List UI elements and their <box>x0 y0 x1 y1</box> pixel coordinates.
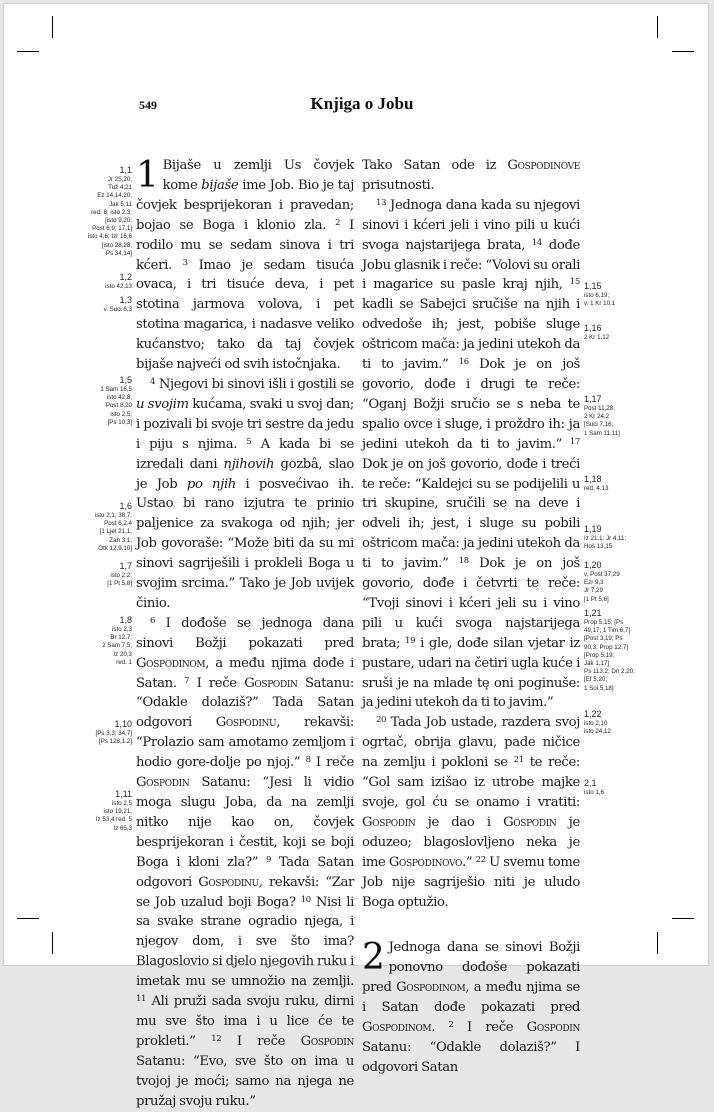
reference-line: Otk 12,9.10] <box>98 544 132 552</box>
reference-verse: 1,3 <box>119 295 132 305</box>
reference-line: v. 1 Kr 10,1 <box>584 300 616 308</box>
paragraph: $^6$ I dođoše se jednoga dana sinovi Božji pokazati pred Gospodinom, a među njima dođe i Satan. $^7$ I reče Gospodin Satanu: “Odakle dolaziš?” Tada Satan odgovori Gospodinu, rekavši: “Prolazio sam amotamo zemljom i hodio gore-dolje po njoj.” $^8$ I reče Gospodin Satanu: “Jesi li vidio moga slugu Joba, da na zemlji nitko nije kao on, čovjek besprijekoran i čestit, koji se boji Boga i kloni zla?” $^9$ Tada Satan odgovori Gospodinu, rekavši: “Zar se Job uzalud boji Boga? $^{10}$ Nisi li sa svake strane ogradio njega, i njegov dom, i sve što ima? Blagoslovio si djelo njegovih ruku i imetak mu se umnožio na zemlji. $^{11}$ Ali pruži sada svoju ruku, dirni mu sve što ima i u lice će te prokleti.” $^{12}$ I reče Gospodin Satanu: “Evo, sve što on ima u tvojoj je moći; samo na njega ne pružaj svoju ruku.” <box>136 615 355 1109</box>
reference-verse: 1,17 <box>584 394 602 404</box>
reference-line: [Ef 5,20; <box>584 676 608 684</box>
verse-number: 21 <box>513 755 524 766</box>
crop-mark-bottom-left-horizontal <box>17 918 39 919</box>
reference-line: Zah 3,1; <box>109 536 132 544</box>
verse-number: 3 <box>182 257 188 268</box>
reference-line: Prop 5,15; [Ps <box>584 619 624 626</box>
paragraph: $^{20}$ Tada Job ustade, razdera svoj ogrtač, obrija glavu, pade ničice na zemlju i pokloni se $^{21}$ te reče: “Gol sam izišao iz utrobe majke svoje, gol ću se onamo i vratiti: Gospodin je dao i Gospodin je oduzeo; blagoslovljeno neka je ime Gospodinovo.” $^{22}$ U svemu tome Job nije sagriješio niti je uludo Boga optužio. <box>362 715 580 910</box>
cross-reference <box>72 561 132 588</box>
crop-mark-bottom-right-horizontal <box>672 918 694 919</box>
reference-line: Ezr 9,3 <box>584 579 604 587</box>
reference-line: Post 6,9; 17,1] <box>92 225 132 233</box>
verse-number: 19 <box>405 635 416 646</box>
reference-verse: 1,16 <box>584 323 602 333</box>
reference-line: [Ps 128,1.2] <box>98 738 132 746</box>
book-page <box>3 3 709 1109</box>
reference-line: Iz 20,3 <box>113 650 132 658</box>
reference-line: isto 2,5 <box>112 800 132 807</box>
cross-reference <box>584 778 654 797</box>
cross-reference <box>72 719 132 746</box>
reference-line: [isto 28,28; <box>101 241 132 249</box>
cross-reference <box>72 615 132 667</box>
cross-reference <box>72 501 132 553</box>
cross-reference <box>584 281 654 308</box>
reference-verse: 1,19 <box>584 524 602 534</box>
reference-line: isto 42,8; <box>106 394 132 402</box>
verse-number: 6 <box>150 615 156 626</box>
reference-line: red. 4.13 <box>584 485 609 492</box>
reference-line: 2 Kr 24,2 <box>584 413 610 421</box>
chapter-gap <box>362 912 580 925</box>
reference-line: Post 8,20 <box>105 402 132 410</box>
reference-line: [Post 3,19; Ps <box>584 635 623 643</box>
right-text-column <box>362 156 580 1078</box>
paragraph: $^{13}$ Jednoga dana kada su njegovi sinovi i kćeri jeli i vino pili u kući svoga najstarijega brata, $^{14}$ dođe Jobu glasnik i reče: “Volovi su orali i magarice su pasle kraj njih, $^{15}$ kadli se Sabejci sručiše na njih i odvedoše ih; jest, pobiše sluge oštricom mača: ja jedini utekoh da ti to javim.” $^{16}$ Dok je on još govorio, dođe i drugi te reče: “Oganj Božji sručio se s neba te spalio ovce i sluge, i proždro ih: ja jedini utekoh da ti to javim.” $^{17}$ Dok je on još govorio, dođe i treći te reče: “Kaldejci su se podijelili u tri skupine, sručili se na deve i odveli ih; jest, i sluge su pobili oštricom mača: ja jedini utekoh da ti to javim.” $^{18}$ Dok je on još govorio, dođe i četvrti te reče: “Tvoji sinovi i kćeri jeli su i vino pili u kući svoga najstarijega brata; $^{19}$ i gle, dođe silan vjetar iz pustare, udari na četiri ugla kuće i sruši je na mlade tę oni poginuše: ja jedini utekoh da ti to javim.” <box>362 197 580 711</box>
reference-verse: 1,7 <box>119 561 132 571</box>
reference-line: Iz 21,1; Jr 4,11; <box>584 535 627 542</box>
verse-number: 7 <box>184 675 190 686</box>
reference-line: Jr 7,29 <box>584 587 603 595</box>
reference-line: isto 24,12 <box>584 728 611 736</box>
paragraph: $^4$ Njegovi bi sinovi išli i gostili se u svojim kućama, svaki u svoj dan; i pozivali bi svoje tri sestre da jedu i piju s njima. $^5$ A kada bi se izredali dani njihovih gozbâ, slao je Job po njih i posvećivao ih. Ustao bi rano izjutra te prinio paljenice za svakoga od njih; jer Job govoraše: “Može biti da su mi sinovi sagriješili i prokleli Boga u svojim srcima.” Tako je Job uvijek činio. <box>136 376 354 611</box>
verse-number: 8 <box>305 755 311 766</box>
cross-reference <box>584 709 654 736</box>
verse-number: 17 <box>569 436 580 447</box>
reference-line: isto 2,2; <box>110 572 132 579</box>
cross-reference <box>584 524 654 551</box>
verse-number: 2 <box>335 217 341 228</box>
reference-verse: 1,1 <box>119 165 132 175</box>
reference-line: isto 6,19; <box>584 292 610 299</box>
reference-line: isto 2,5; <box>110 410 132 418</box>
reference-line: 1 Sam 11,11] <box>584 429 620 437</box>
reference-line: Ez 14,14.20; <box>97 192 132 200</box>
chapter-number: 1 <box>136 155 159 196</box>
cross-reference <box>72 789 132 833</box>
reference-verse: 1,8 <box>119 615 132 625</box>
reference-verse: 1,11 <box>115 789 132 799</box>
reference-verse: 1,5 <box>119 375 132 385</box>
crop-mark-top-right-horizontal <box>672 51 694 52</box>
verse-number: 10 <box>300 894 311 905</box>
verse-number: 16 <box>458 357 469 368</box>
reference-line: isto 2,1; 38,7; <box>94 512 132 519</box>
crop-mark-top-right-vertical <box>657 16 658 38</box>
reference-line: Post 6,2.4 <box>104 520 132 528</box>
reference-verse: 1,2 <box>119 272 132 282</box>
reference-line: isto 4,6; Izr 16,6 <box>87 233 132 241</box>
verse-number: 12 <box>211 1033 222 1044</box>
crop-mark-bottom-right-vertical <box>657 932 658 954</box>
right-margin-references <box>584 4 654 967</box>
verse-number: 5 <box>246 436 252 447</box>
reference-line: [Prop 5,19; <box>584 651 615 659</box>
verse-number: 9 <box>265 854 271 865</box>
verse-number: 18 <box>458 556 469 567</box>
cross-reference <box>584 474 654 493</box>
left-margin-references <box>72 4 132 967</box>
reference-line: isto 2,3 <box>112 626 132 633</box>
reference-verse: 1,20 <box>584 560 602 570</box>
reference-verse: 1,21 <box>584 608 602 618</box>
cross-reference <box>584 323 654 342</box>
verse-number: 4 <box>150 376 156 387</box>
reference-line: red. 1 <box>116 658 132 666</box>
reference-line: isto 1,6 <box>584 789 604 796</box>
reference-line: Ps 113,2; Dn 2,20; <box>584 668 635 676</box>
page-number: 549 <box>139 98 157 112</box>
reference-line: 1 Sol 5,18] <box>584 684 614 692</box>
verse-number: 13 <box>376 197 387 208</box>
reference-line: 2 Kr 1,12 <box>584 334 610 341</box>
reference-line: isto 42,13 <box>105 283 132 290</box>
reference-verse: 2,1 <box>584 778 597 788</box>
reference-line: isto 19,21; <box>103 808 132 816</box>
crop-mark-bottom-left-vertical <box>52 932 53 954</box>
crop-mark-top-left-vertical <box>52 16 53 38</box>
reference-line: Ps 34,14] <box>105 249 132 257</box>
book-title: Knjiga o Jobu <box>310 94 414 113</box>
reference-line: [Ps 10,3] <box>107 418 132 426</box>
reference-line: red. 8; isto 2,3; <box>91 208 132 216</box>
chapter-gap <box>362 925 580 938</box>
verse-number: 14 <box>531 237 542 248</box>
paragraph: 1 Bijaše u zemlji Us čovjek kome bijaše ime Job. Bio je taj čovjek besprijekoran i pravedan; bojao se Boga i klonio zla. $^2$ I rodilo mu se sedam sinova i tri kćeri. $^3$ Imao je sedam tisuća ovaca, i tri tisuće deva, i pet stotina jarmova volova, i pet stotina magarica, i nadasve veliko kućanstvo; tako da taj čovjek bijaše najveći od svih istočnjaka. <box>136 155 354 373</box>
cross-reference <box>584 560 654 604</box>
verse-number: 11 <box>136 994 147 1005</box>
reference-line: Jak 5,11 <box>109 200 132 208</box>
reference-line: 90,3; Prop 12,7] <box>584 643 629 651</box>
reference-line: Tuž 4,21 <box>108 184 132 192</box>
reference-line: Br 12,7; <box>110 634 132 642</box>
reference-line: Post 11,28; <box>584 405 615 412</box>
crop-mark-top-left-horizontal <box>17 51 39 52</box>
cross-reference <box>72 375 132 427</box>
reference-line: Jak 1,17] <box>584 660 610 668</box>
reference-verse: 1,10 <box>114 719 132 729</box>
left-text-column <box>136 156 354 1112</box>
reference-line: [Ps 3,3; 34,7] <box>95 730 132 737</box>
paragraph: Tako Satan ode iz Gospodinove prisutnosti. <box>362 158 580 193</box>
cross-reference <box>72 272 132 291</box>
verse-number: 15 <box>569 277 580 288</box>
cross-reference <box>584 394 654 438</box>
reference-line: v. Post 37,29 <box>584 571 620 578</box>
reference-verse: 1,15 <box>584 281 602 291</box>
reference-line: [1 Pt 5,6] <box>584 595 609 603</box>
reference-line: v. Suci 6,3 <box>103 306 132 313</box>
verse-number: 22 <box>475 854 486 865</box>
reference-line: Jr 25,20; <box>107 176 132 183</box>
reference-line: isto 2,10 <box>584 720 608 727</box>
reference-line: 1 Sam 16,5 <box>100 386 132 393</box>
reference-verse: 1,22 <box>584 709 602 719</box>
reference-line: Iz 65,3 <box>113 824 132 832</box>
chapter-number: 2 <box>362 937 385 979</box>
reference-line: [1 Ljet 21,1; <box>99 528 132 536</box>
reference-line: [isto 9,20; <box>105 217 132 225</box>
paragraph: 2 Jednoga dana se sinovi Božji ponovno dođoše pokazati pred Gospodinom, a među njima se i Satan dođe pokazati pred Gospodinom. $^2$ I reče Gospodin Satanu: “Odakle dolaziš?” I odgovori Satan <box>362 937 581 1075</box>
cross-reference <box>72 295 132 314</box>
reference-line: [1 Pt 5,8] <box>107 580 132 588</box>
reference-line: 49,17; 1 Tim 6,7] <box>584 627 631 635</box>
verse-number: 20 <box>376 715 387 726</box>
reference-line: 2 Sam 7,5; <box>102 642 132 650</box>
reference-line: Iz 53,4 red. 5 <box>95 816 132 824</box>
cross-reference <box>584 608 654 693</box>
reference-line: Hoš 13,15 <box>584 543 613 551</box>
reference-line: [Suci 7,16; <box>584 421 614 429</box>
cross-reference <box>72 165 132 258</box>
verse-number: 2 <box>448 1020 454 1031</box>
reference-verse: 1,18 <box>584 474 602 484</box>
reference-verse: 1,6 <box>119 501 132 511</box>
